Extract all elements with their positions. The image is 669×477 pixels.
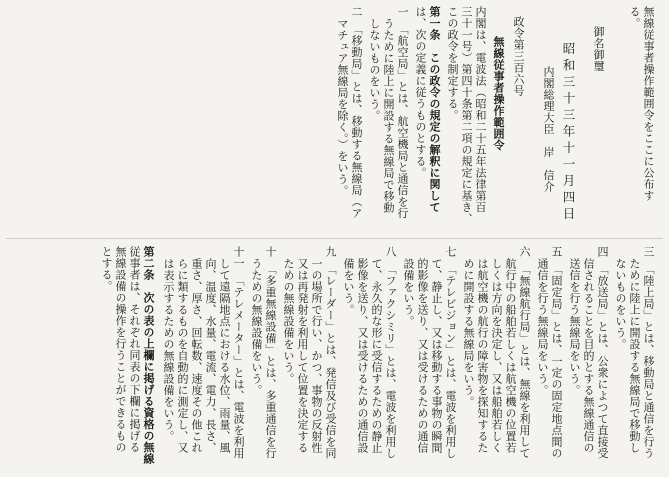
bottom-column-35: 従事者は、それぞれ同表の下欄に掲げる [128,246,141,453]
top-column-3: 御名御璽 [592,26,605,72]
bottom-column-34: 第二条 次の表の上欄に掲げる資格の無線 [142,246,155,465]
top-column-14: うために陸上に開設する無線局で移動 [382,18,395,214]
top-column-1: 無線従事者操作範囲令をここに公布す [642,6,655,202]
bottom-column-29: して遠隔地点における水位、雨量、風 [218,258,231,454]
bottom-column-25: ための無線設備をいう。 [282,258,295,385]
bottom-column-16: 的影像を送り、又は受けるための通信 [416,258,429,454]
bottom-column-15: て、静止し、又は移動する事物の瞬間 [430,258,443,454]
bottom-column-18: 八 「ファクシミリ」とは、電波を利用し [384,246,397,459]
bottom-column-11: しくは方向を決定し、又は船舶若しく [490,258,503,454]
top-column-2: る。 [628,6,641,29]
bottom-column-2: ために陸上に開設する無線局で移動し [628,258,641,454]
bottom-column-13: めに開設する無線局をいう。 [462,258,475,408]
bottom-column-7: 五 「固定局」とは、一定の固定地点間の [550,246,563,459]
bottom-column-20: 影像を送り、又は受けるための通信設 [356,258,369,454]
bottom-column-5: 信されることを目的とする無線通信の [582,258,595,454]
bottom-column-28: 十一 「テレメーター」とは、電波を利用 [232,246,245,459]
top-column-13: 一 「航空局」とは、航空機局と通信を行 [396,6,409,219]
bottom-tier-text [0,246,669,472]
bottom-column-14: 七 「テレビジョン」とは、電波を利用し [444,246,457,459]
bottom-column-32: らに類するものを自動的に測定し、又 [176,258,189,454]
bottom-column-23: 一の場所で行い、かつ、事物の反射性 [310,258,323,454]
bottom-column-30: 向、温度、水量、電流、電力、長さ、 [204,258,217,454]
bottom-column-36: 無線設備の操作を行うことができるもの [114,246,127,453]
top-column-6: 政令第三百六号 [512,16,525,97]
bottom-column-27: うための無線設備をいう。 [250,258,263,396]
bottom-column-17: 設備をいう。 [402,258,415,327]
bottom-column-10: 航行中の船舶若しくは航空機の位置若 [504,258,517,454]
bottom-column-9: 六 「無線航行局」とは、無線を利用して [518,246,531,459]
top-column-9: 三十一号）第四十条第二項の規定に基き、 [460,6,473,225]
bottom-column-31: 重さ、厚さ、回転数、速度その他これ [190,258,203,454]
bottom-column-3: ないものをいう。 [614,258,627,350]
bottom-column-8: 通信を行う無線局をいう。 [536,258,549,396]
bottom-column-4: 四 「放送局」とは、公衆によつて直接受 [596,246,609,459]
bottom-column-6: 送信を行う無線局をいう。 [568,258,581,396]
top-column-10: この政令を制定する。 [446,6,459,121]
bottom-column-19: て、永久的な形に受信するための静止 [370,258,383,454]
bottom-column-24: 又は再発射を利用して位置を決定する [296,258,309,454]
bottom-column-1: 三 「陸上局」とは、移動局と通信を行う [642,246,655,459]
top-column-8: 内閣は、電波法（昭和二十五年法律第百 [474,6,487,213]
top-column-4: 昭和三十三年十一月四日 [561,42,576,224]
bottom-column-26: 十 「多重無線設備」とは、多重通信を行 [264,246,277,459]
bottom-column-12: は航空機の航行の障害物を探知するた [476,258,489,454]
top-column-5: 内閣総理大臣 岸 信介 [542,66,555,193]
bottom-column-22: 九 「レーダー」とは、発信及び受信を同 [324,246,337,459]
top-column-11: 第一条 この政令の規定の解釈に関して [428,6,441,213]
tier-divider [6,238,663,239]
top-tier-text [0,6,669,232]
top-column-12: は、次の定義に従うものとする。 [414,6,427,179]
bottom-column-33: は表示するための無線設備をいう。 [162,258,175,442]
top-column-16: 二 「移動局」とは、移動する無線局（ア [350,6,363,219]
top-column-17: マチュア無線局を除く。）をいう。 [336,18,349,197]
bottom-column-21: 備をいう。 [342,258,355,316]
top-column-7: 無線従事者操作範囲令 [492,36,505,151]
bottom-column-37: とする。 [100,246,113,292]
top-column-15: しないものをいう。 [368,18,381,122]
